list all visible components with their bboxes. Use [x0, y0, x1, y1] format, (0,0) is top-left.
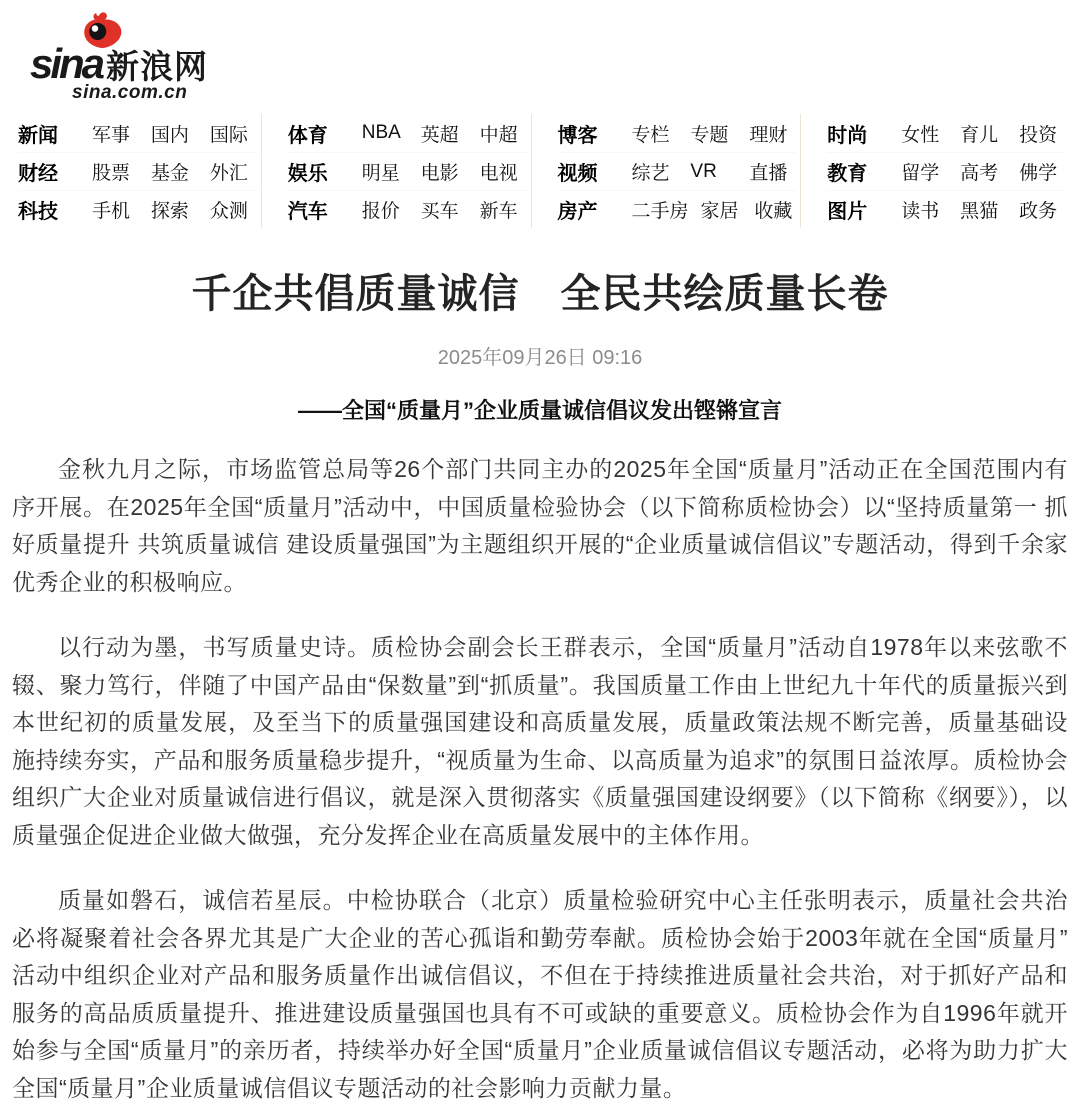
nav-link[interactable]: 政务: [1019, 201, 1058, 222]
nav-category[interactable]: 汽车: [287, 201, 328, 223]
nav-link[interactable]: 股票: [92, 163, 131, 184]
nav-link[interactable]: VR: [690, 160, 717, 182]
nav-category[interactable]: 科技: [18, 201, 58, 223]
nav-category[interactable]: 娱乐: [287, 163, 328, 185]
nav-category[interactable]: 教育: [827, 163, 868, 185]
nav-link[interactable]: 国内: [150, 124, 189, 146]
nav-group-news: [10, 114, 261, 228]
nav-link[interactable]: 综艺: [631, 163, 670, 184]
article-paragraph: 以行动为墨，书写质量史诗。质检协会副会长王群表示，全国“质量月”活动自1978年以来弦歌不辍、聚力笃行，伴随了中国产品由“保数量”到“抓质量”。我国质量工作由上世纪九十年代的质量振兴到本世纪初的质量发展，及至当下的质量强国建设和高质量发展，质量政策法规不断完善，质量基础设施持续夯实，产品和服务质量稳步提升，“视质量为生命、以高质量为追求”的氛围日益浓厚。质检协会组织广大企业对质量诚信进行倡议，就是深入贯彻落实《质量强国建设纲要》（以下简称《纲要》），以质量强企促进企业做大做强，充分发挥企业在高质量发展中的主体作用。: [12, 634, 1068, 848]
sina-wordmark-cn: 新浪网: [106, 48, 209, 85]
nav-link[interactable]: 英超: [420, 124, 459, 146]
nav-link[interactable]: 外汇: [209, 163, 248, 184]
nav-row: [18, 114, 257, 152]
nav-category[interactable]: 时尚: [827, 124, 868, 147]
nav-link[interactable]: 直播: [749, 163, 788, 184]
nav-link[interactable]: 高考: [960, 163, 999, 184]
nav-row: [18, 152, 257, 190]
nav-link[interactable]: 明星: [361, 163, 400, 184]
nav-link[interactable]: 留学: [901, 163, 940, 184]
sina-domain-text: sina.com.cn: [72, 82, 188, 103]
nav-group-fashion: [800, 114, 1070, 228]
nav-row: [558, 152, 797, 190]
nav-link[interactable]: NBA: [361, 122, 401, 143]
sina-logo[interactable]: [30, 10, 260, 102]
sina-wordmark: [30, 40, 208, 88]
channel-nav: [10, 114, 1070, 228]
nav-link[interactable]: 探索: [150, 201, 189, 222]
nav-link[interactable]: 家居: [700, 201, 739, 222]
nav-link[interactable]: 中超: [479, 124, 518, 146]
nav-row: [827, 114, 1066, 152]
nav-category[interactable]: 新闻: [18, 124, 58, 147]
nav-link[interactable]: 手机: [92, 201, 131, 222]
article-paragraph: 金秋九月之际，市场监管总局等26个部门共同主办的2025年全国“质量月”活动正在全国范围内有序开展。在2025年全国“质量月”活动中，中国质量检验协会（以下简称质检协会）以“坚持质量第一 抓好质量提升 共筑质量诚信 建设质量强国”为主题组织开展的“企业质量诚信倡议”专题活动，得到千余家优秀企业的积极响应。: [12, 456, 1068, 595]
nav-link[interactable]: 专栏: [631, 124, 670, 146]
nav-row: [288, 152, 527, 190]
nav-link[interactable]: 收藏: [754, 201, 793, 222]
article: [0, 262, 1080, 1107]
nav-link[interactable]: 国际: [209, 124, 248, 146]
nav-link[interactable]: 军事: [92, 124, 131, 146]
nav-category[interactable]: 财经: [18, 163, 58, 185]
nav-row: [288, 114, 527, 152]
nav-row: [827, 190, 1066, 228]
nav-link[interactable]: 二手房: [631, 201, 689, 222]
nav-link[interactable]: 众测: [209, 201, 248, 222]
article-paragraph: 质量如磐石，诚信若星辰。中检协联合（北京）质量检验研究中心主任张明表示，质量社会共治必将凝聚着社会各界尤其是广大企业的苦心孤诣和勤劳奉献。质检协会始于2003年就在全国“质量月”活动中组织企业对产品和服务质量作出诚信倡议，不但在于持续推进质量社会共治，对于抓好产品和服务的高品质质量提升、推进建设质量强国也具有不可或缺的重要意义。质检协会作为自1996年就开始参与全国“质量月”的亲历者，持续举办好全国“质量月”企业质量诚信倡议专题活动，必将为助力扩大全国“质量月”企业质量诚信倡议专题活动的社会影响力贡献力量。: [12, 887, 1068, 1101]
nav-link[interactable]: 女性: [901, 124, 940, 146]
nav-group-blog: [531, 114, 801, 228]
nav-link[interactable]: 报价: [361, 201, 400, 222]
nav-link[interactable]: 基金: [150, 163, 189, 184]
nav-category[interactable]: 房产: [557, 201, 598, 223]
nav-row: [288, 190, 527, 228]
article-body: [12, 451, 1068, 1107]
nav-link[interactable]: 专题: [690, 124, 729, 146]
article-subtitle: ——全国“质量月”企业质量诚信倡议发出铿锵宣言: [297, 398, 782, 423]
nav-link[interactable]: 投资: [1019, 124, 1058, 146]
nav-category[interactable]: 体育: [287, 124, 328, 147]
nav-link[interactable]: 电影: [420, 163, 459, 184]
nav-category[interactable]: 博客: [557, 124, 598, 147]
nav-row: [18, 190, 257, 228]
nav-category[interactable]: 图片: [827, 201, 868, 223]
nav-link[interactable]: 理财: [749, 124, 788, 146]
nav-link[interactable]: 买车: [420, 201, 459, 222]
nav-row: [558, 114, 797, 152]
nav-link[interactable]: 育儿: [960, 124, 999, 146]
nav-link[interactable]: 电视: [479, 163, 518, 184]
nav-group-sports: [261, 114, 531, 228]
sina-wordmark-latin: sina: [30, 40, 103, 87]
nav-link[interactable]: 读书: [901, 201, 940, 222]
nav-category[interactable]: 视频: [557, 163, 598, 185]
nav-row: [558, 190, 797, 228]
nav-link[interactable]: 佛学: [1019, 163, 1058, 184]
nav-link[interactable]: 黑猫: [960, 201, 999, 222]
nav-link[interactable]: 新车: [479, 201, 518, 222]
nav-row: [827, 152, 1066, 190]
article-date: 2025年09月26日 09:16: [437, 347, 643, 369]
article-title: 千企共倡质量诚信 全民共绘质量长卷: [191, 272, 889, 316]
